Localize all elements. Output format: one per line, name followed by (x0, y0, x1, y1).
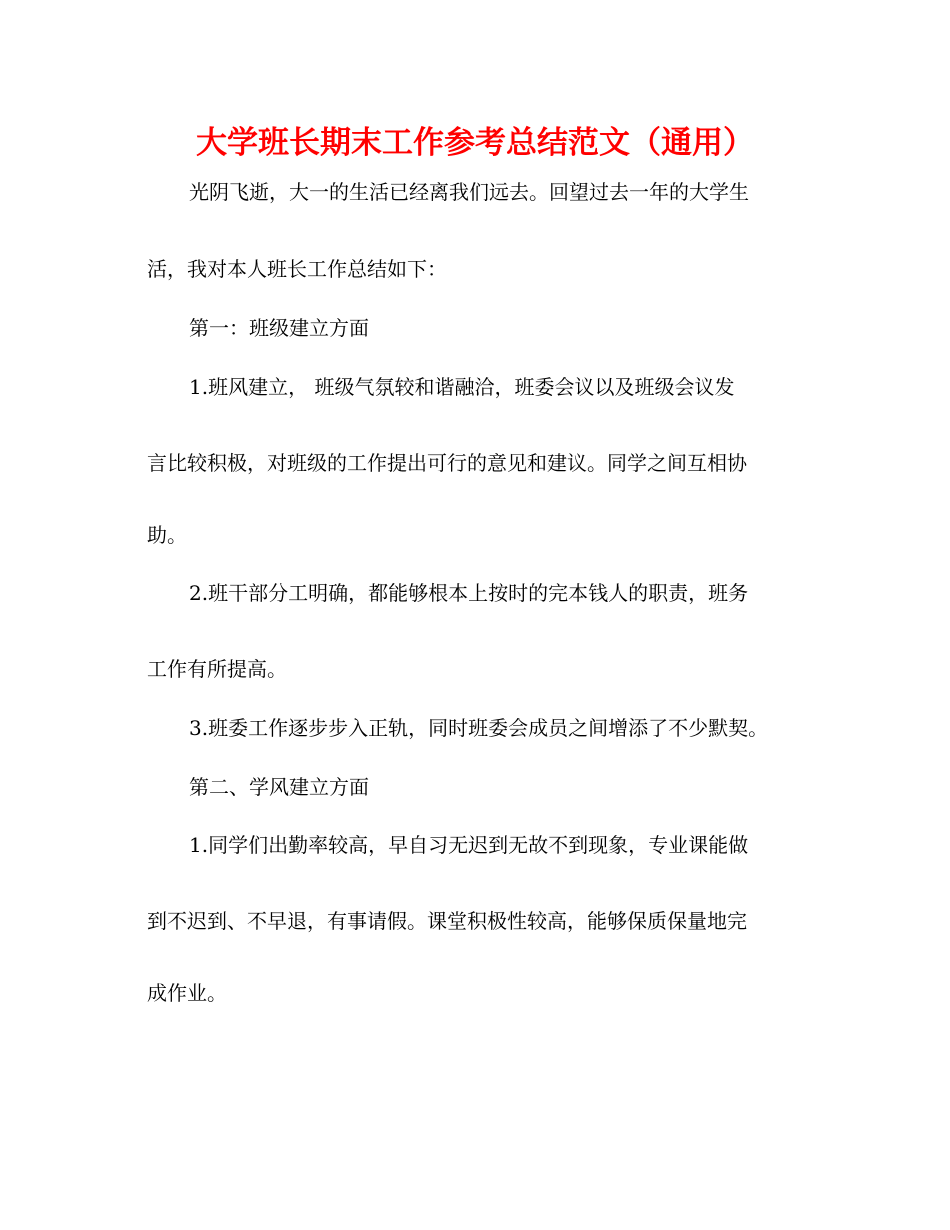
item-2-line-2: 工作有所提高。 (147, 657, 287, 681)
item-3-line-1: 3.班委工作逐步步入正轨，同时班委会成员之间增添了不少默契。 (189, 716, 769, 740)
paragraph-intro-line-2: 活，我对本人班长工作总结如下： (147, 257, 447, 281)
item-2-line-1: 2.班干部分工明确，都能够根本上按时的完本钱人的职责，班务 (189, 581, 749, 605)
item-1-line-3: 助。 (147, 523, 187, 547)
paragraph-intro-line-1: 光阴飞逝，大一的生活已经离我们远去。回望过去一年的大学生 (189, 180, 749, 204)
document-title: 大学班长期末工作参考总结范文（通用） (196, 125, 754, 161)
section-heading-class-building: 第一：班级建立方面 (189, 316, 369, 340)
item-1-line-1: 1.班风建立， 班级气氛较和谐融洽，班委会议以及班级会议发 (189, 375, 735, 399)
study-item-1-line-1: 1.同学们出勤率较高，早自习无迟到无故不到现象，专业课能做 (189, 833, 749, 857)
study-item-1-line-2: 到不迟到、不早退，有事请假。课堂积极性较高，能够保质保量地完 (147, 909, 747, 933)
section-heading-study-style: 第二、学风建立方面 (189, 775, 369, 799)
item-1-line-2: 言比较积极，对班级的工作提出可行的意见和建议。同学之间互相协 (147, 451, 747, 475)
study-item-1-line-3: 成作业。 (147, 981, 227, 1005)
